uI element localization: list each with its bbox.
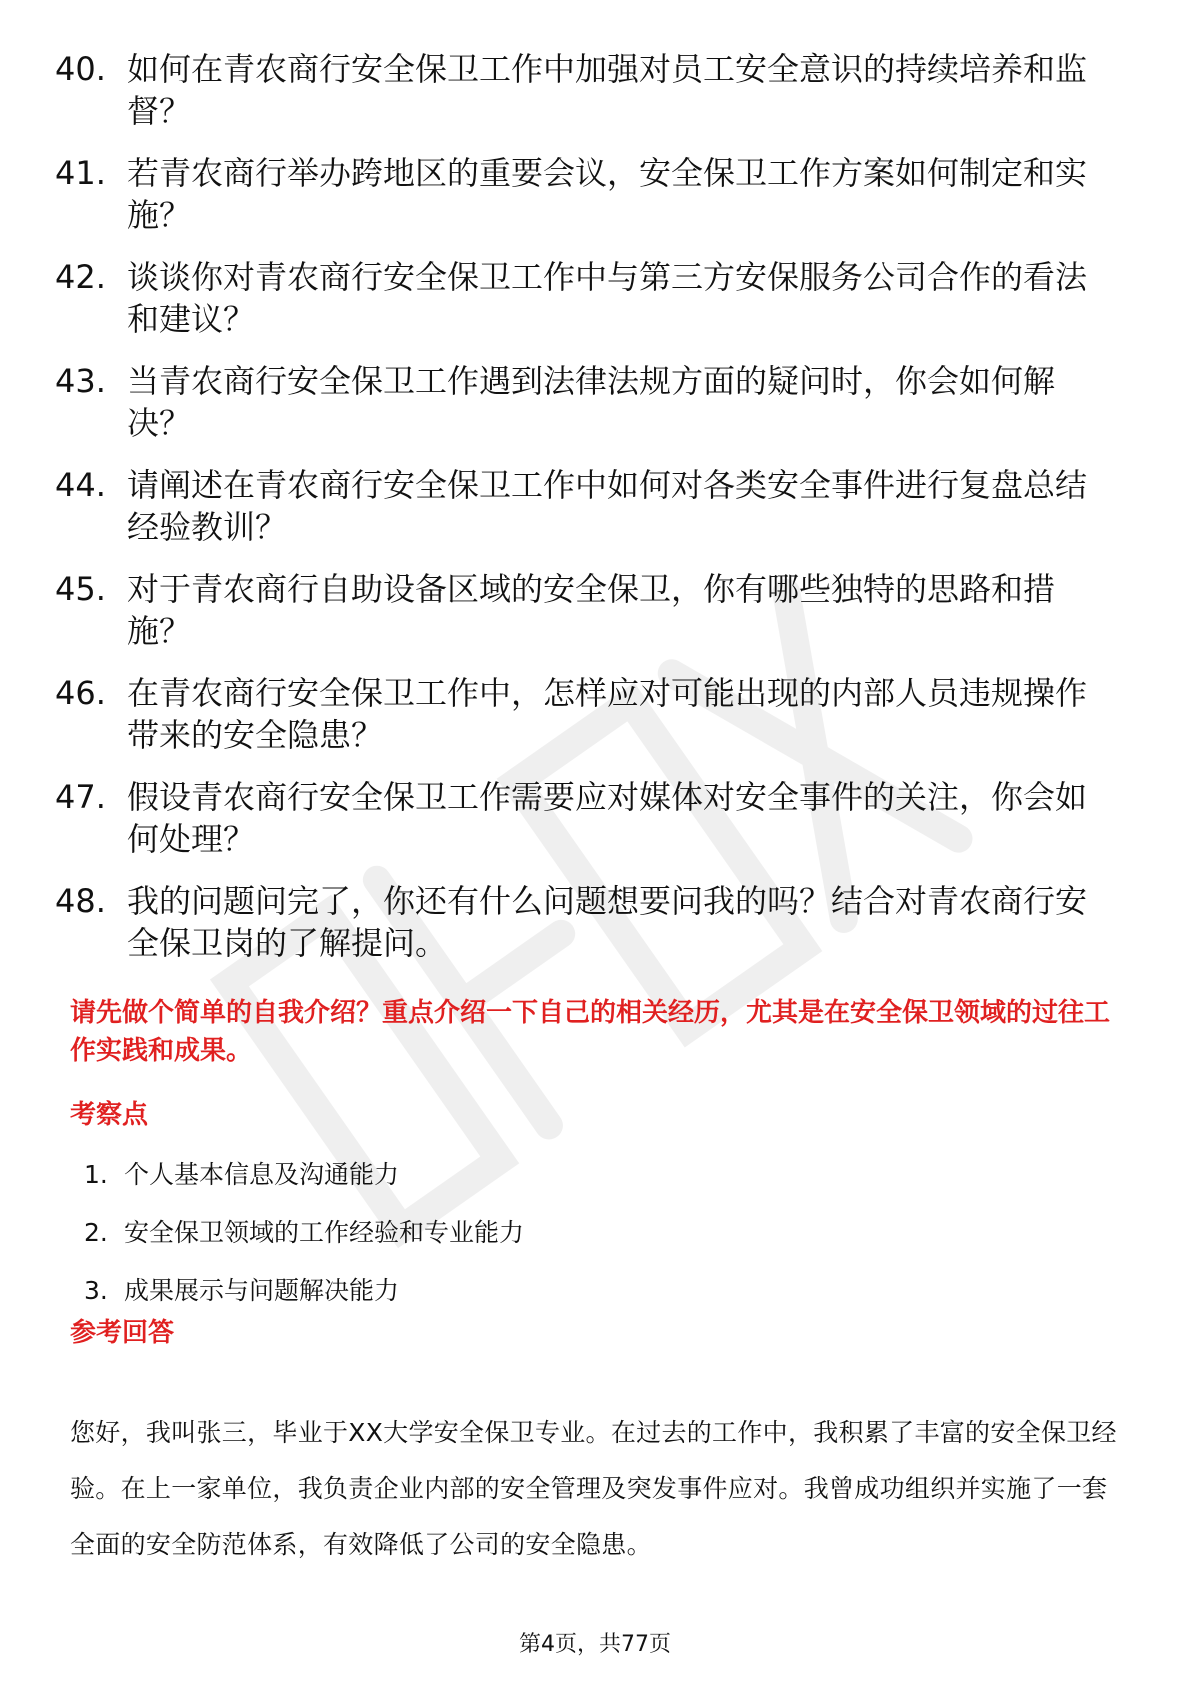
question-text: 若青农商行举办跨地区的重要会议，安全保卫工作方案如何制定和实施？ [127,154,1088,234]
question-text: 当青农商行安全保卫工作遇到法律法规方面的疑问时，你会如何解决？ [127,362,1056,442]
question-text: 假设青农商行安全保卫工作需要应对媒体对安全事件的关注，你会如何处理？ [127,778,1088,858]
list-item [84,1158,1084,1192]
question-number: 43. [55,362,106,400]
question-number: 42. [55,258,106,296]
question-number: 45. [55,570,106,608]
question-text: 我的问题问完了，你还有什么问题想要问我的吗？结合对青农商行安全保卫岗的了解提问。 [127,882,1088,962]
question-text: 对于青农商行自助设备区域的安全保卫，你有哪些独特的思路和措施？ [127,570,1056,650]
point-number: 3. [84,1276,108,1305]
point-text: 个人基本信息及沟通能力 [124,1160,400,1189]
point-number: 1. [84,1160,108,1189]
point-number: 2. [84,1218,108,1247]
reference-answer-text: 您好，我叫张三，毕业于XX大学安全保卫专业。在过去的工作中，我积累了丰富的安全保卫经验。在上一家单位，我负责企业内部的安全管理及突发事件应对。我曾成功组织并实施了一套全面的安全防范体系，有效降低了公司的安全隐患。 [70,1418,1117,1559]
question-number: 46. [55,674,106,712]
question-text: 如何在青农商行安全保卫工作中加强对员工安全意识的持续培养和监督？ [127,50,1088,130]
question-text: 请阐述在青农商行安全保卫工作中如何对各类安全事件进行复盘总结经验教训？ [127,466,1088,546]
question-text: 谈谈你对青农商行安全保卫工作中与第三方安保服务公司合作的看法和建议？ [127,258,1088,338]
question-number: 47. [55,778,106,816]
question-number: 44. [55,466,106,504]
question-item [55,776,1115,860]
question-item [55,464,1115,548]
question-item [55,256,1115,340]
question-item [55,880,1115,964]
assessment-points-list [84,1158,1084,1332]
question-list [55,48,1115,984]
question-item [55,360,1115,444]
question-item [55,672,1115,756]
question-number: 41. [55,154,106,192]
list-item [84,1216,1084,1250]
question-item [55,152,1115,236]
featured-question-heading: 请先做个简单的自我介绍？重点介绍一下自己的相关经历，尤其是在安全保卫领域的过往工作实践和成果。 [70,998,1111,1066]
reference-answer-label: 参考回答 [70,1318,175,1348]
question-number: 48. [55,882,106,920]
point-text: 安全保卫领域的工作经验和专业能力 [124,1218,525,1247]
question-text: 在青农商行安全保卫工作中，怎样应对可能出现的内部人员违规操作带来的安全隐患？ [127,674,1088,754]
list-item [84,1274,1084,1308]
question-number: 40. [55,50,106,88]
assessment-points-label: 考察点 [70,1100,149,1130]
question-item [55,48,1115,132]
page-number: 第4页，共77页 [519,1632,671,1657]
point-text: 成果展示与问题解决能力 [124,1276,400,1305]
question-item [55,568,1115,652]
